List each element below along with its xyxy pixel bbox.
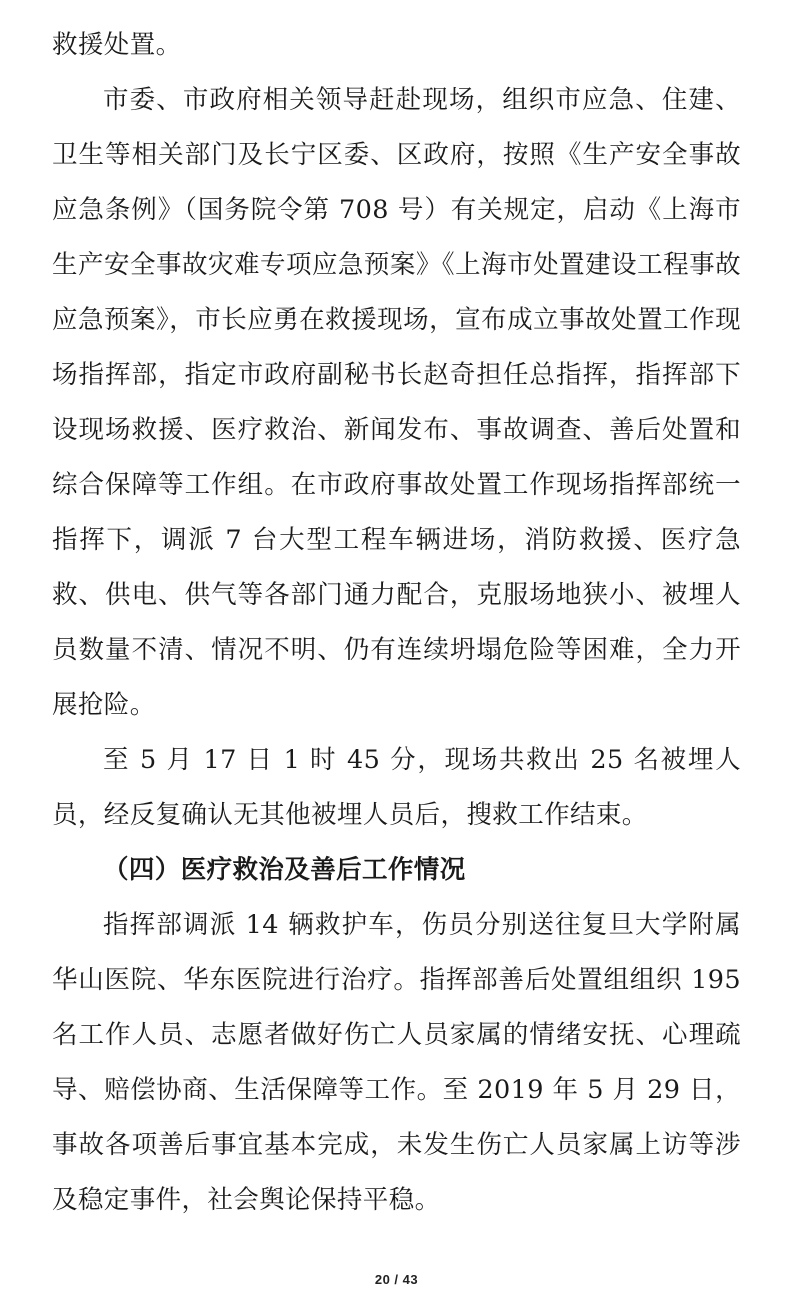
paragraph-medical-aftermath: 指挥部调派 14 辆救护车，伤员分别送往复旦大学附属华山医院、华东医院进行治疗。指挥部善后处置组组织 195 名工作人员、志愿者做好伤亡人员家属的情绪安抚、心理疏导、赔偿协商、生活保障等工作。至 2019 年 5 月 29 日，事故各项善后事宜基本完成，未发生伤亡人员家属上访等涉及稳定事件，社会舆论保持平稳。 xyxy=(52,910,741,1215)
document-body xyxy=(52,18,741,1228)
paragraph-leadership-response: 市委、市政府相关领导赶赴现场，组织市应急、住建、卫生等相关部门及长宁区委、区政府，按照《生产安全事故应急条例》（国务院令第 708 号）有关规定，启动《上海市生产安全事故灾难专项应急预案》《上海市处置建设工程事故应急预案》，市长应勇在救援现场，宣布成立事故处置工作现场指挥部，指定市政府副秘书长赵奇担任总指挥，指挥部下设现场救援、医疗救治、新闻发布、事故调查、善后处置和综合保障等工作组。在市政府事故处置工作现场指挥部统一指挥下，调派 7 台大型工程车辆进场，消防救援、医疗急救、供电、供气等各部门通力配合，克服场地狭小、被埋人员数量不清、情况不明、仍有连续坍塌危险等困难，全力开展抢险。 xyxy=(52,85,741,720)
paragraph-rescue-end-time: 至 5 月 17 日 1 时 45 分，现场共救出 25 名被埋人员，经反复确认无其他被埋人员后，搜救工作结束。 xyxy=(52,745,741,830)
section-heading: （四）医疗救治及善后工作情况 xyxy=(103,855,466,885)
page-footer-number: 20 / 43 xyxy=(374,1272,419,1287)
paragraph-continuation: 救援处置。 xyxy=(52,30,182,60)
